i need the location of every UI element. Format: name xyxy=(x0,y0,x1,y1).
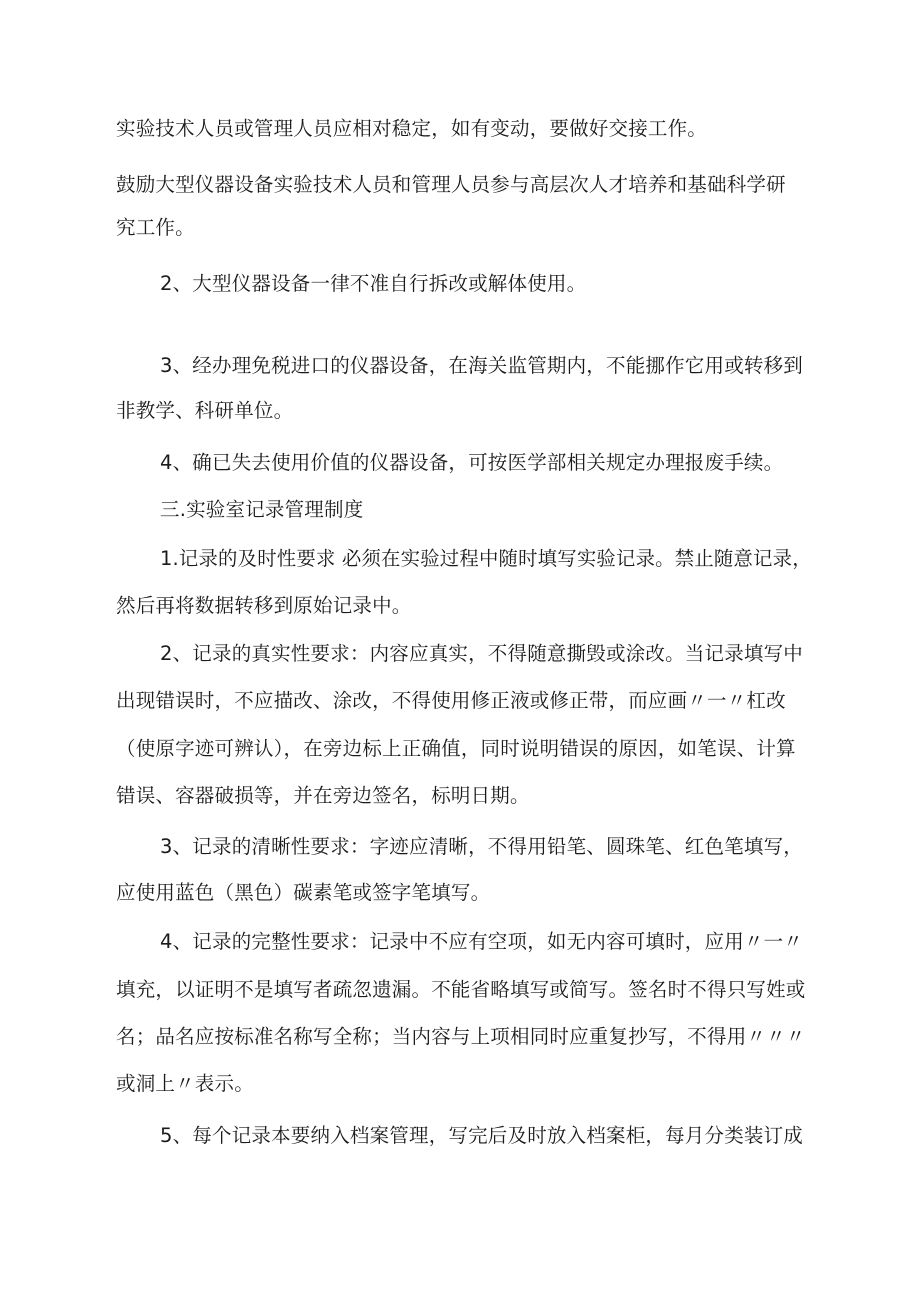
text-line: 1.记录的及时性要求 必须在实验过程中随时填写实验记录。禁止随意记录， xyxy=(160,547,812,570)
text-line: 然后再将数据转移到原始记录中。 xyxy=(116,594,412,617)
text-line: 实验技术人员或管理人员应相对稳定，如有变动，要做好交接工作。 xyxy=(116,117,708,140)
text-line: 应使用蓝色（黑色）碳素笔或签字笔填写。 xyxy=(116,881,491,904)
text-line: 5、每个记录本要纳入档案管理，写完后及时放入档案柜，每月分类装订成 xyxy=(160,1124,804,1147)
text-line: 填充，以证明不是填写者疏忽遗漏。不能省略填写或简写。签名时不得只写姓或 xyxy=(116,978,806,1001)
text-line: 3、记录的清晰性要求：字迹应清晰，不得用铅笔、圆珠笔、红色笔填写， xyxy=(160,835,804,858)
text-line: 鼓励大型仪器设备实验技术人员和管理人员参与高层次人才培养和基础科学研 xyxy=(116,173,786,196)
text-line: 3、经办理免税进口的仪器设备，在海关监管期内，不能挪作它用或转移到 xyxy=(160,354,804,377)
text-line: 出现错误时，不应描改、涂改，不得使用修正液或修正带，而应画〃一〃杠改 xyxy=(116,689,786,712)
text-line: 4、记录的完整性要求：记录中不应有空项，如无内容可填时，应用〃一〃 xyxy=(160,930,804,953)
text-line: 错误、容器破损等，并在旁边签名，标明日期。 xyxy=(116,784,530,807)
text-line: 2、记录的真实性要求：内容应真实，不得随意撕毁或涂改。当记录填写中 xyxy=(160,642,804,665)
section-heading: 三.实验室记录管理制度 xyxy=(160,498,364,521)
text-line: 非教学、科研单位。 xyxy=(116,399,294,422)
text-line: （使原字迹可辨认），在旁边标上正确值，同时说明错误的原因，如笔误、计算 xyxy=(116,737,796,760)
text-line: 4、确已失去使用价值的仪器设备，可按医学部相关规定办理报废手续。 xyxy=(160,451,784,474)
text-line: 2、大型仪器设备一律不准自行拆改或解体使用。 xyxy=(160,272,587,295)
text-line: 或洞上〃表示。 xyxy=(116,1072,254,1095)
text-line: 究工作。 xyxy=(116,216,195,239)
text-line: 名；品名应按标准名称写全称；当内容与上项相同时应重复抄写，不得用〃〃〃 xyxy=(116,1025,806,1048)
